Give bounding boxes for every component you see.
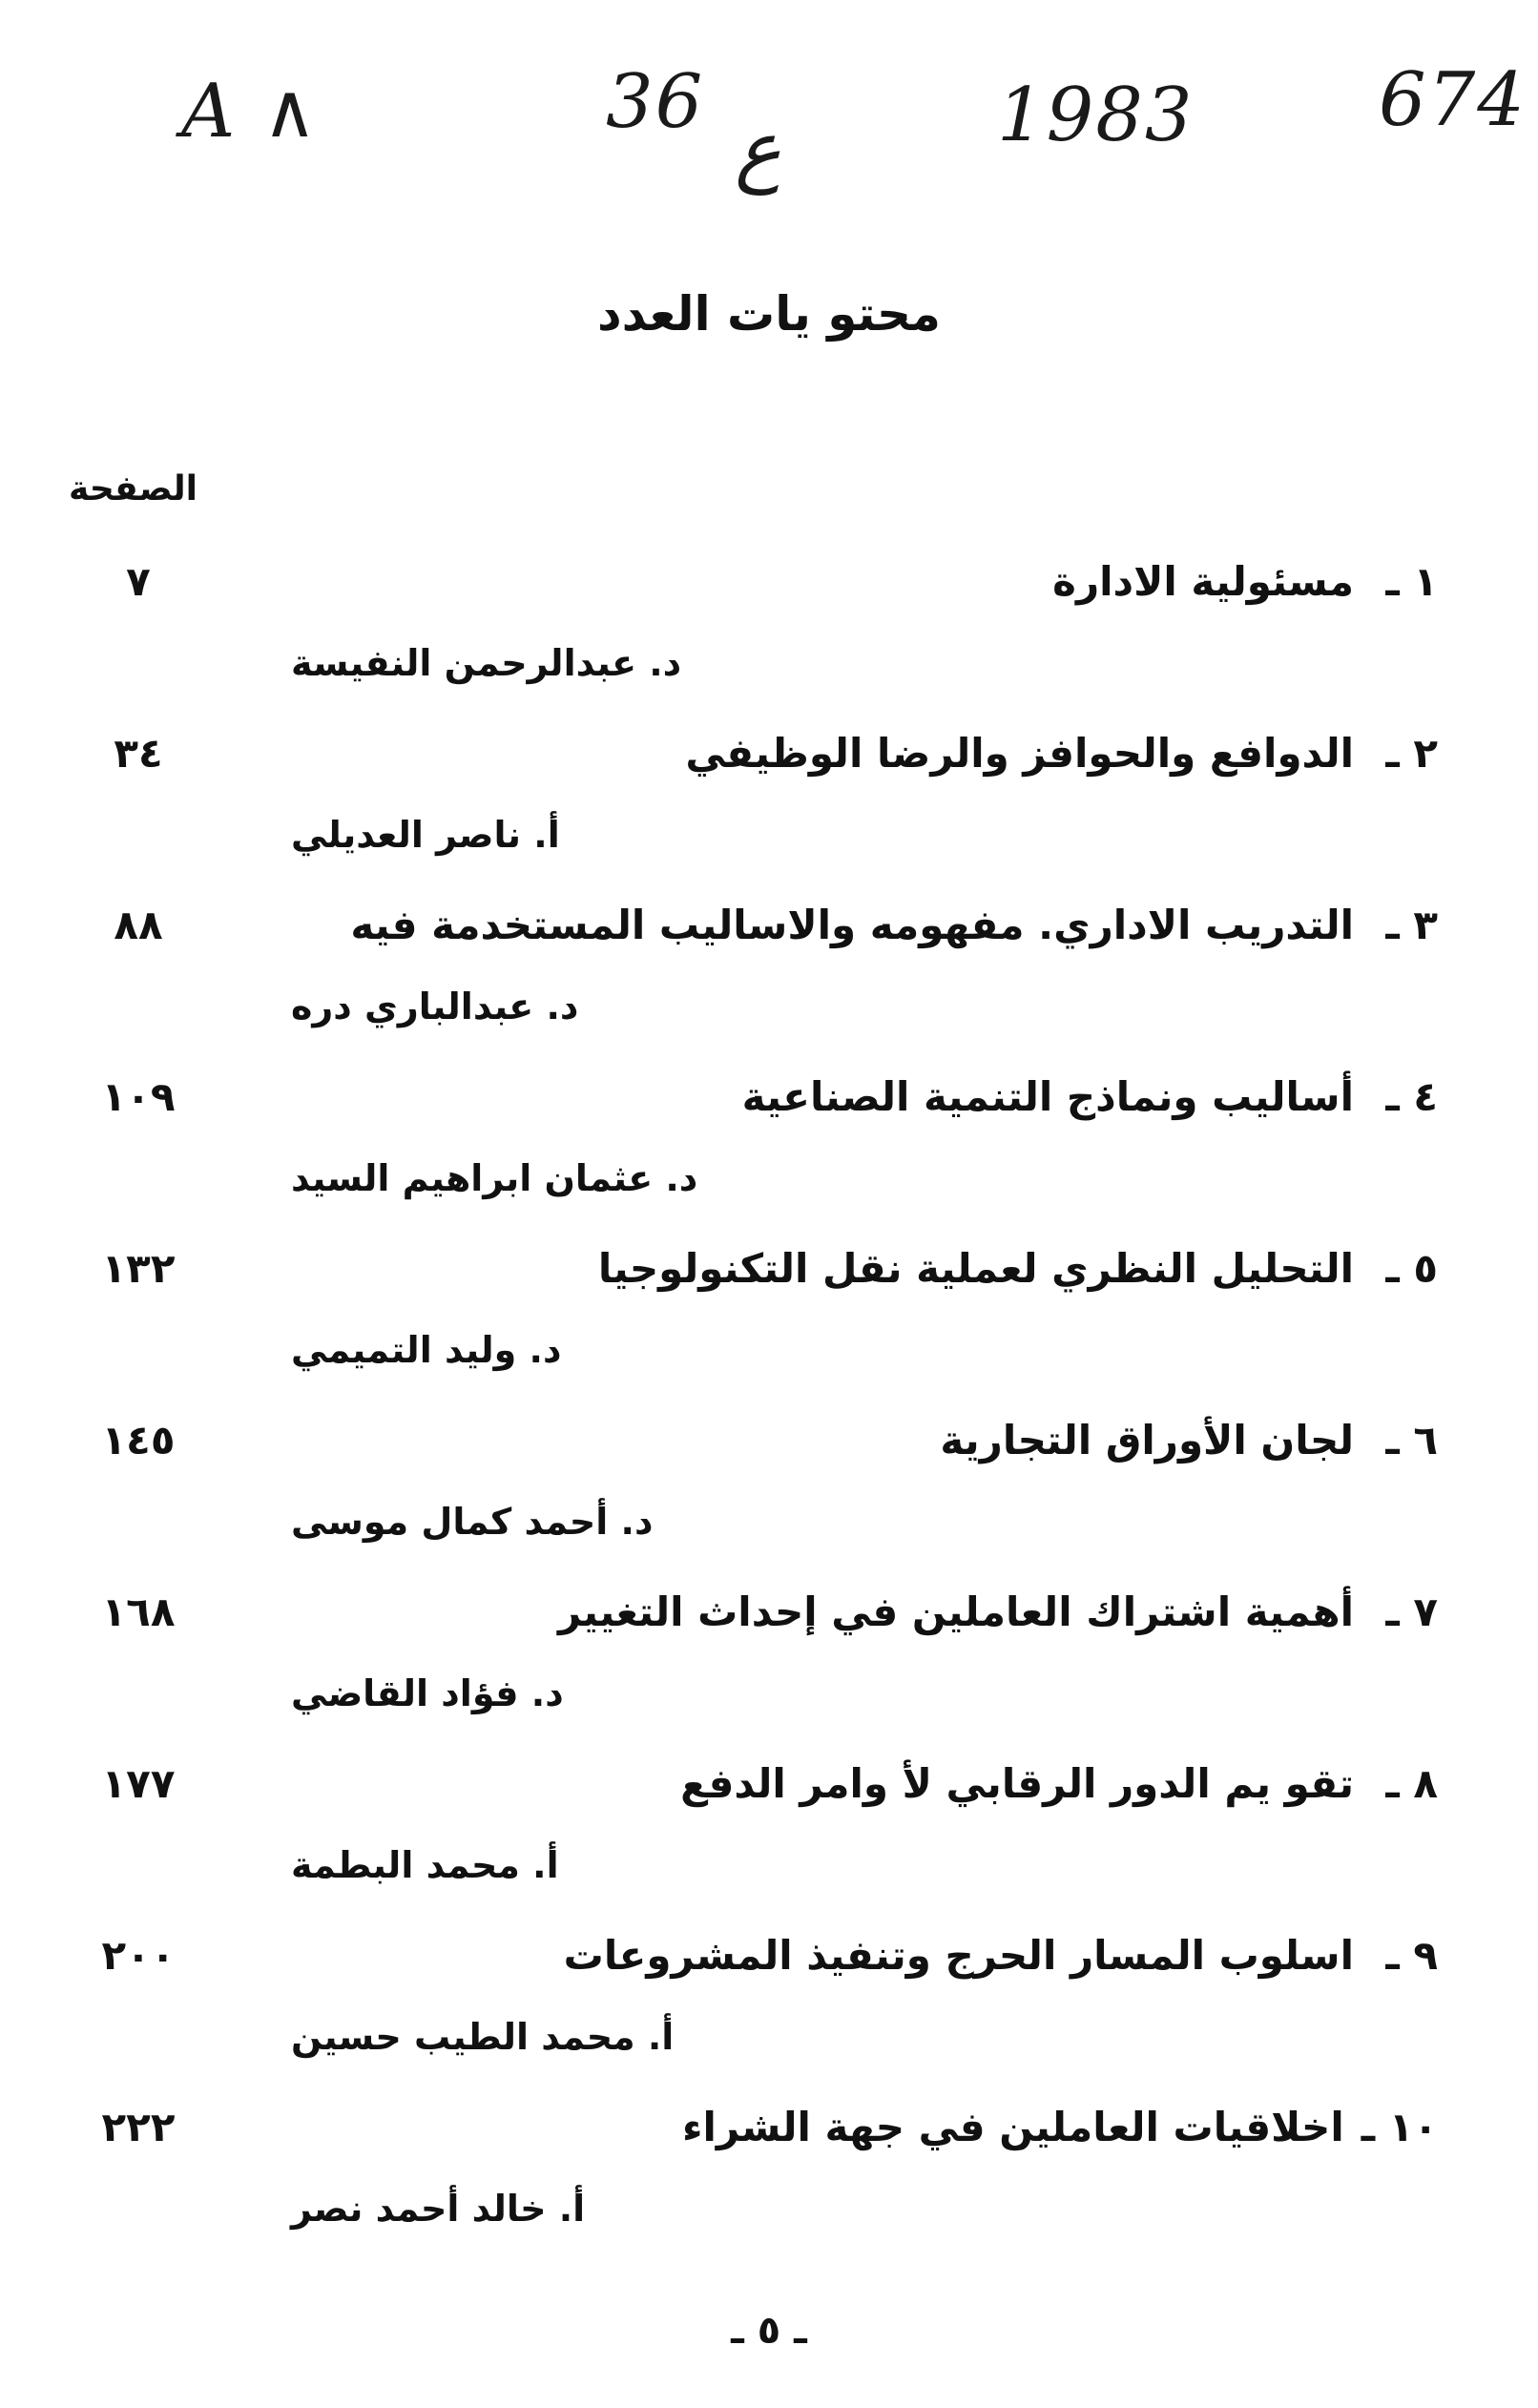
toc-entry-author: د. أحمد كمال موسى xyxy=(291,1501,654,1543)
toc-entry-number: ٦ ـ xyxy=(1385,1417,1438,1463)
toc-entry-number: ٨ ـ xyxy=(1385,1760,1438,1807)
toc-entry-title-row xyxy=(350,902,1438,948)
toc-entry-title-row xyxy=(682,2104,1438,2150)
toc-entry-title-row xyxy=(558,1588,1438,1635)
toc-entry-title-row xyxy=(1052,558,1438,605)
toc-entry-page: ١٣٢ xyxy=(101,1245,176,1292)
toc-entry-title: التحليل النظري لعملية نقل التكنولوجيا xyxy=(597,1245,1354,1292)
toc-entry-number: ٤ ـ xyxy=(1385,1073,1438,1120)
toc-entry-author: أ. محمد البطمة xyxy=(291,1844,559,1886)
handwritten-note-4: 1983 xyxy=(997,73,1195,158)
toc-entry-page: ٢٠٠ xyxy=(101,1932,176,1979)
toc-entry xyxy=(0,1245,1538,1417)
toc-entry xyxy=(0,2104,1538,2275)
toc-entry-page: ١٧٧ xyxy=(101,1760,176,1807)
toc-entry-number: ٩ ـ xyxy=(1385,1932,1438,1979)
toc-entry-title: أهمية اشتراك العاملين في إحداث التغيير xyxy=(558,1588,1354,1635)
toc-entry-title-row xyxy=(564,1932,1438,1979)
toc-entry xyxy=(0,1417,1538,1588)
toc-entry-author: أ. محمد الطيب حسين xyxy=(291,2016,675,2058)
toc-entry-title: الدوافع والحوافز والرضا الوظيفي xyxy=(685,730,1354,777)
toc-entry-number: ٢ ـ xyxy=(1385,730,1438,777)
toc-entry-title: أساليب ونماذج التنمية الصناعية xyxy=(741,1073,1354,1120)
toc-entry-page: ٨٨ xyxy=(114,902,163,948)
toc-entry-page: ١٦٨ xyxy=(101,1588,176,1635)
toc-entry xyxy=(0,558,1538,730)
toc-entry-page: ٢٢٢ xyxy=(101,2104,176,2150)
toc-entry-title: التدريب الاداري. مفهومه والاساليب المستخدمة فيه xyxy=(350,902,1354,948)
toc-entry-author: د. عبدالرحمن النفيسة xyxy=(291,642,682,684)
toc-entry xyxy=(0,1932,1538,2104)
toc-entry-number: ١٠ ـ xyxy=(1361,2104,1438,2150)
toc-entry-number: ٣ ـ xyxy=(1385,902,1438,948)
toc-entry-author: أ. ناصر العديلي xyxy=(291,814,560,856)
toc-entry-author: د. عبدالباري دره xyxy=(291,986,579,1028)
toc-entry xyxy=(0,1588,1538,1760)
handwritten-note-5: 674 xyxy=(1379,57,1527,143)
table-of-contents xyxy=(0,558,1538,2275)
toc-entry xyxy=(0,902,1538,1073)
toc-entry-title-row xyxy=(742,1073,1438,1120)
toc-entry-page: ١٤٥ xyxy=(101,1417,176,1463)
toc-entry-author: أ. خالد أحمد نصر xyxy=(291,2188,586,2230)
toc-entry-title: تقو يم الدور الرقابي لأ وامر الدفع xyxy=(680,1760,1354,1807)
toc-entry-page: ١٠٩ xyxy=(101,1073,176,1120)
toc-entry-title-row xyxy=(680,1760,1438,1807)
toc-entry-number: ٧ ـ xyxy=(1385,1588,1438,1635)
toc-entry xyxy=(0,730,1538,902)
toc-entry-title-row xyxy=(685,730,1438,777)
toc-entry xyxy=(0,1760,1538,1932)
toc-entry-page: ٣٤ xyxy=(114,730,163,777)
toc-entry-title: مسئولية الادارة xyxy=(1052,558,1354,605)
toc-entry-author: د. فؤاد القاضي xyxy=(291,1672,564,1714)
toc-entry-title-row xyxy=(598,1245,1438,1292)
toc-entry-author: د. عثمان ابراهيم السيد xyxy=(291,1157,698,1199)
toc-entry-title: اخلاقيات العاملين في جهة الشراء xyxy=(681,2104,1344,2150)
toc-entry-page: ٧ xyxy=(126,558,151,605)
toc-entry-title: لجان الأوراق التجارية xyxy=(940,1417,1354,1463)
toc-entry-title: اسلوب المسار الحرج وتنفيذ المشروعات xyxy=(563,1932,1354,1979)
toc-entry-number: ١ ـ xyxy=(1385,558,1438,605)
handwritten-note-2: 36 xyxy=(606,59,705,145)
toc-entry-number: ٥ ـ xyxy=(1385,1245,1438,1292)
page-title: محتو يات العدد xyxy=(596,286,942,342)
footer-page-number: ـ ٥ ـ xyxy=(731,2309,807,2353)
toc-entry-title-row xyxy=(940,1417,1438,1463)
toc-entry xyxy=(0,1073,1538,1245)
handwritten-note-3: ع xyxy=(735,105,781,196)
handwritten-note-1: A ∧ xyxy=(181,69,320,155)
page-column-header: الصفحة xyxy=(69,469,198,509)
toc-entry-author: د. وليد التميمي xyxy=(291,1329,562,1371)
